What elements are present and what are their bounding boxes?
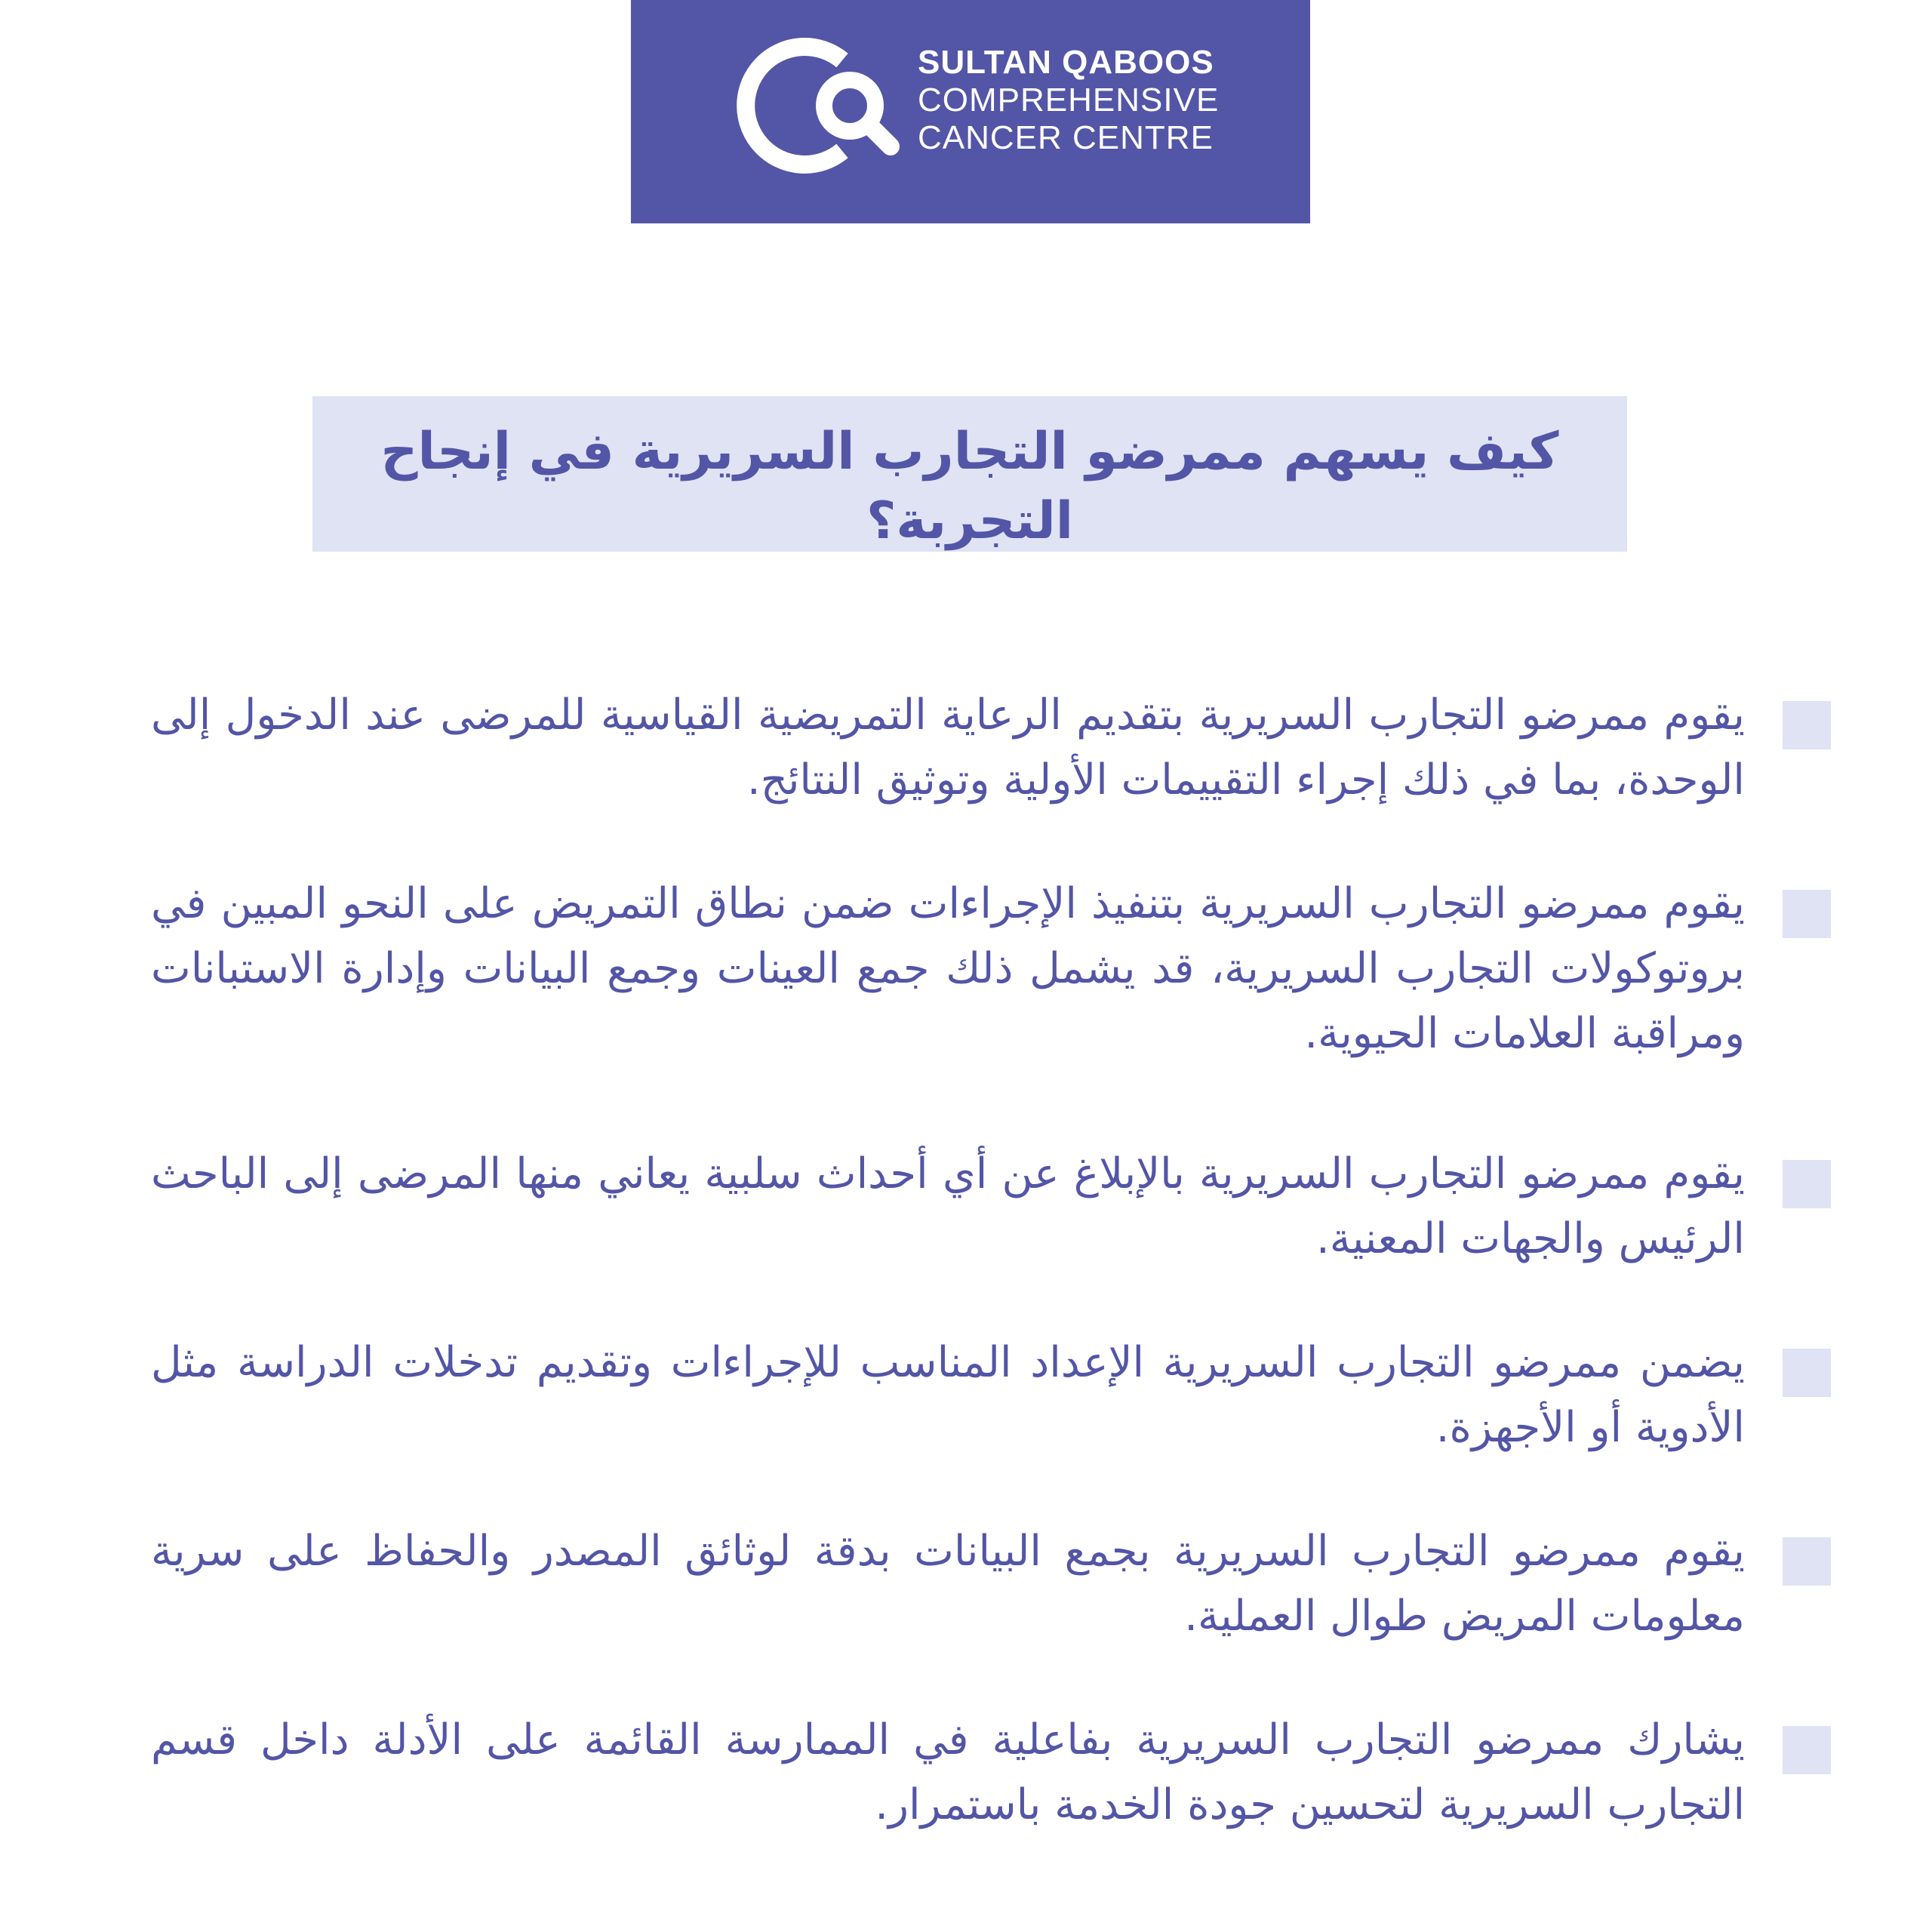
page-title: كيف يسهم ممرضو التجارب السريرية في إنجاح التجربة؟ — [380, 422, 1559, 551]
list-item-text: يشارك ممرضو التجارب السريرية بفاعلية في الممارسة القائمة على الأدلة داخل قسم التجارب السريرية لتحسين جودة الخدمة باستمرار. — [151, 1715, 1745, 1829]
square-bullet-icon — [1783, 1349, 1831, 1397]
square-bullet-icon — [1783, 1160, 1831, 1208]
title-box — [312, 396, 1627, 552]
list-item — [151, 1708, 1831, 1839]
list-item-text: يقوم ممرضو التجارب السريرية بتنفيذ الإجراءات ضمن نطاق التمريض على النحو المبين في بروتوكولات التجارب السريرية، قد يشمل ذلك جمع العينات وجمع البيانات وإدارة الاستبانات ومراقبة العلامات الحيوية. — [151, 879, 1745, 1058]
logo-line-3: CANCER CENTRE — [918, 119, 1214, 156]
list-item-text: يقوم ممرضو التجارب السريرية بجمع البيانات بدقة لوثائق المصدر والحفاظ على سرية معلومات المريض طوال العملية. — [151, 1527, 1745, 1641]
logo-line-2: COMPREHENSIVE — [918, 82, 1220, 118]
list-item — [151, 1519, 1831, 1651]
list-item-text: يضمن ممرضو التجارب السريرية الإعداد المناسب للإجراءات وتقديم تدخلات الدراسة مثل الأدوية أو الأجهزة. — [151, 1338, 1745, 1452]
list-item-text: يقوم ممرضو التجارب السريرية بتقديم الرعاية التمريضية القياسية للمرضى عند الدخول إلى الوحدة، بما في ذلك إجراء التقييمات الأولية وتوثيق النتائج. — [151, 691, 1745, 804]
list-item — [151, 1142, 1831, 1273]
list-item-text: يقوم ممرضو التجارب السريرية بالإبلاغ عن أي أحداث سلبية يعاني منها المرضى إلى الباحث الرئيس والجهات المعنية. — [151, 1149, 1745, 1263]
bullet-list — [151, 683, 1831, 1897]
square-bullet-icon — [1783, 1726, 1831, 1774]
logo-line-1: SULTAN QABOOS — [918, 44, 1214, 81]
square-bullet-icon — [1783, 701, 1831, 749]
square-bullet-icon — [1783, 1537, 1831, 1586]
logo-text — [918, 44, 1219, 157]
cq-magnifier-logo-icon — [729, 30, 903, 174]
logo-banner — [631, 0, 1310, 223]
list-item — [151, 872, 1831, 1066]
square-bullet-icon — [1783, 890, 1831, 938]
list-item — [151, 683, 1831, 814]
list-item — [151, 1331, 1831, 1462]
